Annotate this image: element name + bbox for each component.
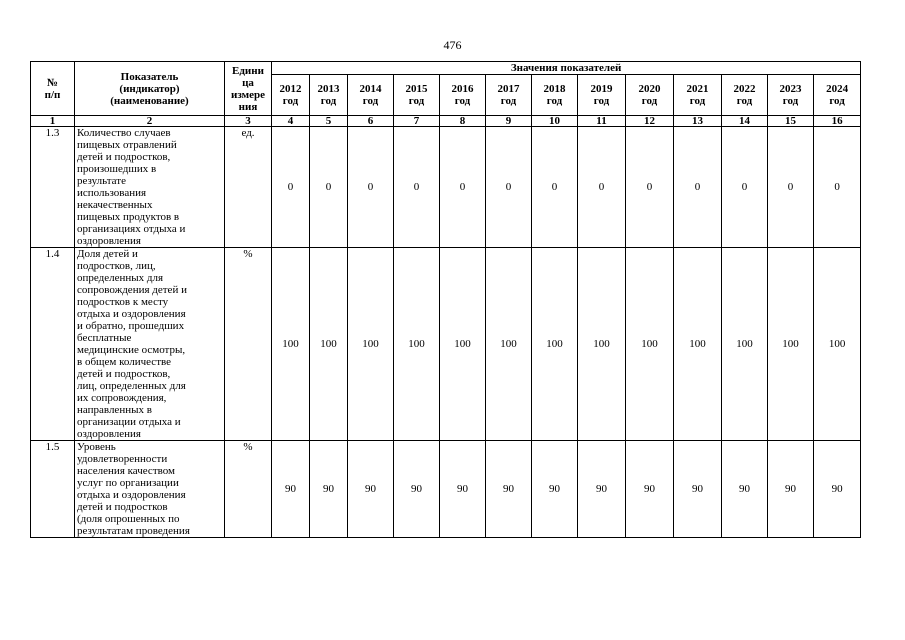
value-cell: 100	[310, 248, 348, 441]
text-line: год	[593, 95, 610, 107]
header-year	[532, 75, 578, 116]
text-line: год	[362, 95, 379, 107]
text-line: (индикатор)	[119, 82, 180, 95]
value-cell: 0	[814, 127, 861, 248]
value-cell: 90	[578, 441, 626, 538]
column-number: 5	[310, 116, 348, 127]
text-line: отдыха и оздоровления	[77, 308, 186, 320]
text-line: произошедших в	[77, 163, 157, 175]
text-line: детей и подростков,	[77, 151, 171, 163]
text-line: год	[829, 95, 845, 107]
text-line: результатам проведения	[77, 525, 190, 537]
table-body	[31, 127, 861, 538]
value-cell: 0	[532, 127, 578, 248]
text-line: год	[689, 95, 706, 107]
text-line: год	[736, 95, 753, 107]
text-line: 2015	[405, 83, 428, 95]
text-line: Доля детей и	[77, 248, 138, 260]
value-cell: 90	[532, 441, 578, 538]
header-year	[310, 75, 348, 116]
text-line: удовлетворенности	[77, 453, 168, 465]
value-cell: 0	[394, 127, 440, 248]
header-num	[31, 62, 75, 116]
value-cell: 0	[272, 127, 310, 248]
value-cell: 100	[394, 248, 440, 441]
value-cell: 90	[722, 441, 768, 538]
text-line: год	[282, 95, 299, 107]
text-line: отдыха и оздоровления	[77, 489, 186, 501]
value-cell: 100	[674, 248, 722, 441]
value-cell: 90	[626, 441, 674, 538]
unit-cell: %	[225, 441, 272, 538]
text-line: 2024	[826, 83, 849, 95]
value-cell: 0	[486, 127, 532, 248]
text-line: подростков к месту	[77, 296, 169, 308]
text-line: их сопровождения,	[77, 392, 167, 404]
value-cell: 90	[348, 441, 394, 538]
unit-cell: ед.	[225, 127, 272, 248]
value-cell: 100	[626, 248, 674, 441]
text-line: бесплатные	[77, 332, 132, 344]
column-number: 10	[532, 116, 578, 127]
header-year	[722, 75, 768, 116]
header-indicator	[75, 62, 225, 116]
text-line: Количество случаев	[77, 127, 171, 139]
text-line: организациях отдыха и	[77, 223, 186, 235]
text-line: год	[641, 95, 658, 107]
value-cell: 0	[348, 127, 394, 248]
text-line: Уровень	[77, 441, 116, 453]
header-year	[768, 75, 814, 116]
table-row	[31, 441, 861, 538]
text-line: ния	[238, 100, 258, 113]
text-line: результате	[77, 175, 126, 187]
value-cell: 90	[272, 441, 310, 538]
unit-cell: %	[225, 248, 272, 441]
text-line: п/п	[44, 88, 61, 101]
value-cell: 100	[814, 248, 861, 441]
header-year	[626, 75, 674, 116]
text-line: 2012	[279, 83, 302, 95]
text-line: сопровождения детей и	[77, 284, 187, 296]
text-line: (наименование)	[110, 94, 189, 107]
value-cell: 100	[768, 248, 814, 441]
row-number: 1.4	[31, 248, 75, 441]
text-line: пищевых продуктов в	[77, 211, 180, 223]
value-cell: 100	[348, 248, 394, 441]
column-number: 1	[31, 116, 75, 127]
column-number: 7	[394, 116, 440, 127]
text-line: детей и подростков	[77, 501, 168, 513]
column-numbers-row	[31, 116, 861, 127]
value-cell: 100	[272, 248, 310, 441]
text-line: 2022	[733, 83, 756, 95]
text-line: 2016	[451, 83, 474, 95]
text-line: Едини	[232, 64, 264, 77]
header-year	[272, 75, 310, 116]
value-cell: 90	[486, 441, 532, 538]
header-year	[394, 75, 440, 116]
text-line: определенных для	[77, 272, 164, 284]
text-line: 2023	[779, 83, 802, 95]
value-cell: 100	[722, 248, 768, 441]
value-cell: 100	[532, 248, 578, 441]
text-line: 2017	[497, 83, 520, 95]
text-line: детей и подростков,	[77, 368, 171, 380]
text-line: организации отдыха и	[77, 416, 181, 428]
header-unit	[225, 62, 272, 116]
header-year	[814, 75, 861, 116]
text-line: 2018	[543, 83, 566, 95]
text-line: подростков, лиц,	[77, 260, 156, 272]
text-line: оздоровления	[77, 235, 141, 247]
value-cell: 0	[722, 127, 768, 248]
text-line: медицинские осмотры,	[77, 344, 186, 356]
text-line: год	[782, 95, 799, 107]
column-number: 2	[75, 116, 225, 127]
text-line: направленных в	[77, 404, 152, 416]
column-number: 8	[440, 116, 486, 127]
header-year	[348, 75, 394, 116]
header-values-group: Значения показателей	[272, 62, 861, 75]
text-line: пищевых отравлений	[77, 139, 177, 151]
text-line: ца	[242, 76, 254, 89]
text-line: год	[454, 95, 471, 107]
column-number: 16	[814, 116, 861, 127]
value-cell: 0	[626, 127, 674, 248]
text-line: населения качеством	[77, 465, 175, 477]
row-number: 1.3	[31, 127, 75, 248]
text-line: в общем количестве	[77, 356, 172, 368]
text-line: оздоровления	[77, 428, 141, 440]
column-number: 4	[272, 116, 310, 127]
row-number: 1.5	[31, 441, 75, 538]
text-line: и обратно, прошедших	[77, 320, 185, 332]
header-year	[578, 75, 626, 116]
value-cell: 90	[440, 441, 486, 538]
value-cell: 90	[394, 441, 440, 538]
value-cell: 90	[674, 441, 722, 538]
value-cell: 0	[440, 127, 486, 248]
value-cell: 0	[578, 127, 626, 248]
text-line: 2019	[590, 83, 613, 95]
column-number: 3	[225, 116, 272, 127]
column-number: 6	[348, 116, 394, 127]
indicator-name	[75, 441, 225, 538]
value-cell: 90	[814, 441, 861, 538]
text-line: измере	[231, 88, 265, 101]
text-line: лиц, определенных для	[77, 380, 186, 392]
text-line: 2014	[359, 83, 382, 95]
page-number: 476	[443, 38, 462, 52]
column-number: 12	[626, 116, 674, 127]
text-line: год	[500, 95, 517, 107]
indicator-name	[75, 248, 225, 441]
value-cell: 0	[310, 127, 348, 248]
text-line: год	[320, 95, 337, 107]
column-number: 14	[722, 116, 768, 127]
text-line: год	[408, 95, 425, 107]
column-number: 15	[768, 116, 814, 127]
text-line: год	[546, 95, 563, 107]
column-number: 11	[578, 116, 626, 127]
table-row	[31, 248, 861, 441]
text-line: услуг по организации	[77, 477, 179, 489]
column-number: 9	[486, 116, 532, 127]
header-year	[440, 75, 486, 116]
column-number: 13	[674, 116, 722, 127]
indicators-table	[30, 61, 861, 538]
text-line: 2020	[638, 83, 661, 95]
table-row	[31, 127, 861, 248]
value-cell: 90	[768, 441, 814, 538]
text-line: (доля опрошенных по	[77, 513, 180, 525]
text-line: использования	[77, 187, 147, 199]
header-year	[674, 75, 722, 116]
value-cell: 100	[578, 248, 626, 441]
value-cell: 100	[486, 248, 532, 441]
value-cell: 0	[674, 127, 722, 248]
text-line: некачественных	[77, 199, 153, 211]
header-year	[486, 75, 532, 116]
text-line: Показатель	[120, 70, 179, 83]
value-cell: 0	[768, 127, 814, 248]
table-header	[31, 62, 861, 127]
text-line: 2013	[317, 83, 340, 95]
value-cell: 100	[440, 248, 486, 441]
value-cell: 90	[310, 441, 348, 538]
text-line: 2021	[686, 83, 709, 95]
indicator-name	[75, 127, 225, 248]
text-line: №	[46, 76, 59, 89]
